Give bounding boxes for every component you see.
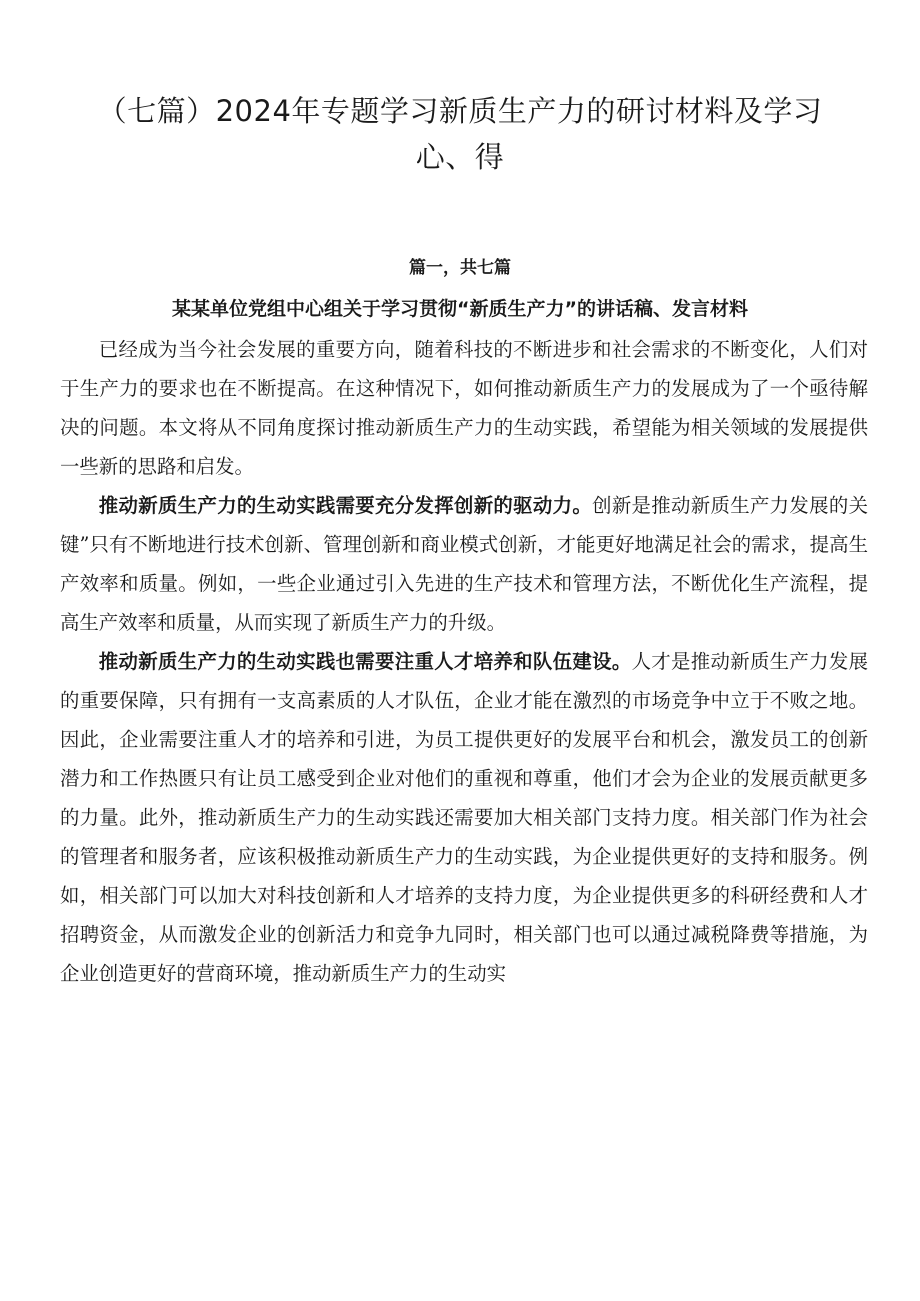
- document-body: [60, 330, 868, 993]
- paragraph-2-text: 创新是推动新质生产力发展的关键”只有不断地进行技术创新、管理创新和商业模式创新，才能更好地满足社会的需求，提高生产效率和质量。例如，一些企业通过引入先进的生产技术和管理方法，不断优化生产流程，提高生产效率和质量，从而实现了新质生产力的升级。: [60, 494, 868, 634]
- paragraph-1: [60, 330, 868, 486]
- paragraph-3-text: 人才是推动新质生产力发展的重要保障，只有拥有一支高素质的人才队伍，企业才能在激烈的市场竞争中立于不败之地。因此，企业需要注重人才的培养和引进，为员工提供更好的发展平台和机会，激发员工的创新潜力和工作热匮只有让员工感受到企业对他们的重视和尊重，他们才会为企业的发展贡献更多的力量。此外，推动新质生产力的生动实践还需要加大相关部门支持力度。相关部门作为社会的管理者和服务者，应该积极推动新质生产力的生动实践，为企业提供更好的支持和服务。例如，相关部门可以加大对科技创新和人才培养的支持力度，为企业提供更多的科研经费和人才招聘资金，从而激发企业的创新活力和竞争九同时，相关部门也可以通过减税降费等措施，为企业创造更好的营商环境，推动新质生产力的生动实: [60, 650, 869, 985]
- paragraph-2-lead: 推动新质生产力的生动实践需要充分发挥创新的驱动力。: [98, 494, 593, 517]
- section-label: 篇一，共七篇: [409, 258, 511, 278]
- paragraph-3: [60, 642, 868, 993]
- paragraph-1-text: 已经成为当今社会发展的重要方向，随着科技的不断进步和社会需求的不断变化，人们对于生产力的要求也在不断提高。在这种情况下，如何推动新质生产力的发展成为了一个亟待解决的问题。本文将从不同角度探讨推动新质生产力的生动实践，希望能为相关领域的发展提供一些新的思路和启发。: [60, 338, 868, 478]
- document-title: （七篇）2024年专题学习新质生产力的研讨材料及学习心、得: [97, 94, 823, 174]
- paragraph-2: [60, 486, 868, 642]
- document-subtitle: 某某单位党组中心组关于学习贯彻“新质生产力”的讲话稿、发言材料: [172, 298, 748, 320]
- paragraph-3-lead: 推动新质生产力的生动实践也需要注重人才培养和队伍建设。: [98, 650, 632, 673]
